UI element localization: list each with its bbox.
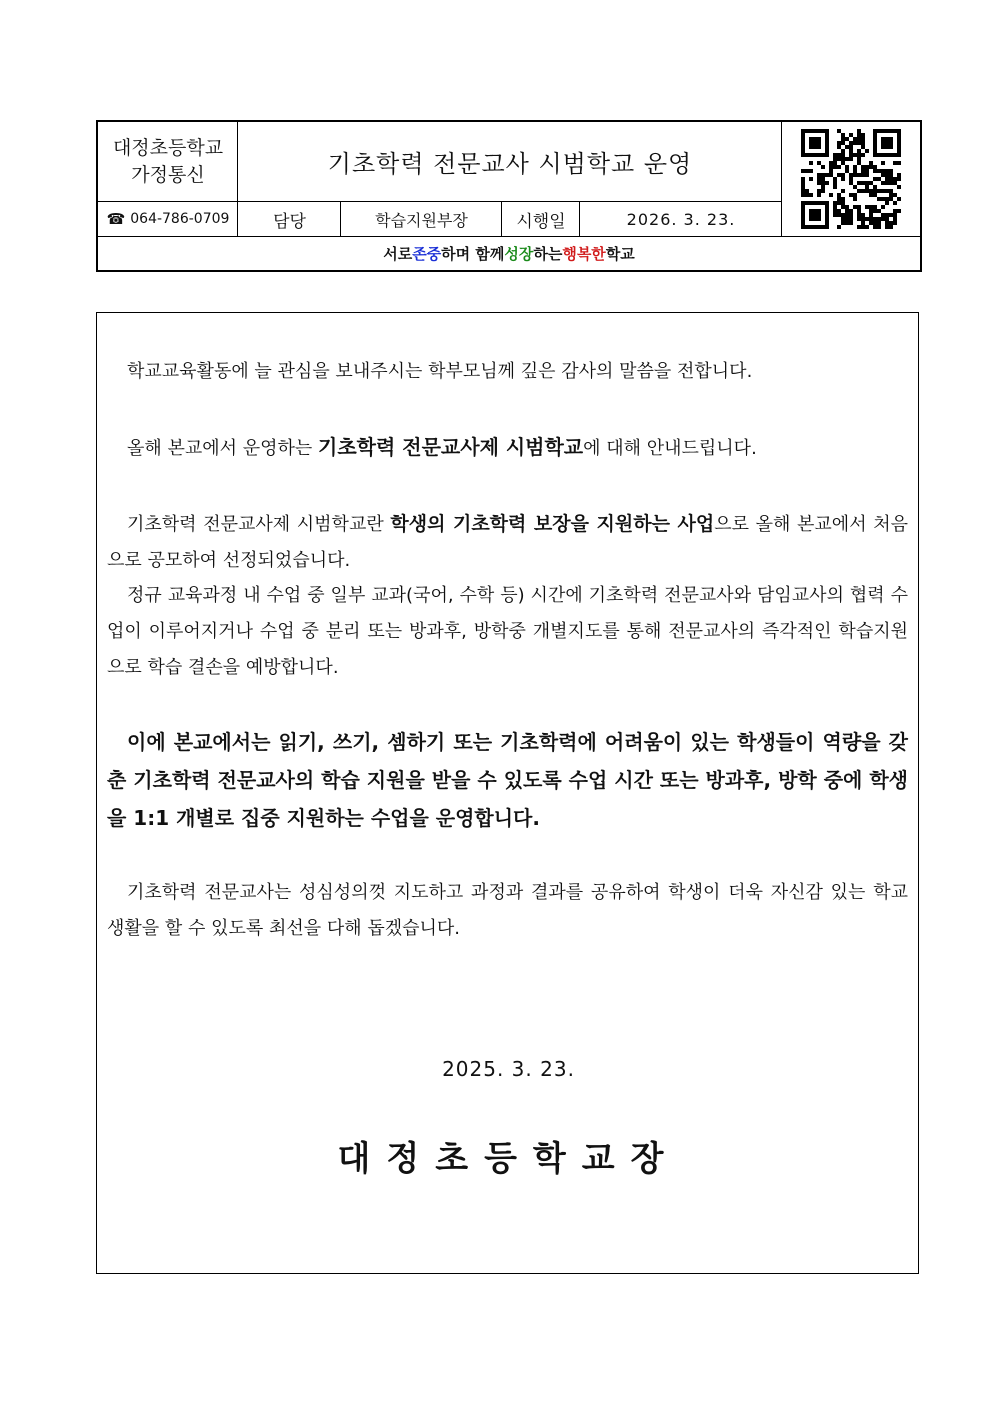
- paragraph-method: 정규 교육과정 내 수업 중 일부 교과(국어, 수학 등) 시간에 기초학력 전문교사와 담임교사의 협력 수업이 이루어지거나 수업 중 분리 또는 방과후, 방학중 개별지도를 통해 전문교사의 즉각적인 학습지원으로 학습 결손을 예방합니다.: [107, 585, 908, 678]
- paragraph-intro: 올해 본교에서 운영하는 기초학력 전문교사제 시범학교에 대해 안내드립니다.: [127, 435, 757, 459]
- motto-part: 학교: [605, 245, 635, 263]
- department: 학습지원부장: [375, 210, 468, 230]
- contact-label: 담당: [273, 211, 306, 232]
- page-title: 기초학력 전문교사 시범학교 운영: [327, 150, 693, 178]
- motto-part: 하는: [533, 245, 563, 263]
- school-motto: [98, 237, 920, 270]
- qr-code-icon[interactable]: [782, 122, 920, 236]
- divider: [781, 122, 782, 236]
- divider: [501, 201, 502, 236]
- divider: [237, 122, 238, 236]
- motto-highlight-growth: 성장: [504, 245, 534, 263]
- principal-signature: 대정초등학교장: [337, 1139, 680, 1179]
- motto-highlight-respect: 존중: [412, 245, 442, 263]
- school-name-line2: 가정통신: [131, 163, 205, 186]
- notice-header: [96, 120, 922, 272]
- phone-number: [98, 202, 238, 236]
- signature-date: 2025. 3. 23.: [442, 1057, 575, 1081]
- issue-date: 2026. 3. 23.: [626, 209, 736, 229]
- issue-date-label: 시행일: [516, 211, 566, 232]
- school-name: [98, 122, 238, 201]
- divider: [579, 201, 580, 236]
- telephone-icon: ☎: [106, 210, 126, 228]
- paragraph-closing: 기초학력 전문교사는 성심성의껏 지도하고 과정과 결과를 공유하여 학생이 더욱 자신감 있는 학교 생활을 할 수 있도록 최선을 다해 돕겠습니다.: [107, 882, 908, 939]
- paragraph-operation: 이에 본교에서는 읽기, 쓰기, 셈하기 또는 기초학력에 어려움이 있는 학생들이 역량을 갖춘 기초학력 전문교사의 학습 지원을 받을 수 있도록 수업 시간 또는 방과후, 방학 중에 학생을 1:1 개별로 집중 지원하는 수업을 운영합니다.: [107, 730, 908, 830]
- motto-part: 하며 함께: [441, 245, 505, 263]
- school-name-line1: 대정초등학교: [112, 136, 224, 159]
- program-name: 기초학력 전문교사제 시범학교: [318, 435, 584, 459]
- phone-text: 064-786-0709: [130, 211, 230, 227]
- program-purpose: 학생의 기초학력 보장을 지원하는 사업: [390, 513, 715, 535]
- paragraph-definition: 기초학력 전문교사제 시범학교란 학생의 기초학력 보장을 지원하는 사업으로 올해 본교에서 처음으로 공모하여 선정되었습니다.: [107, 513, 908, 571]
- divider: [98, 201, 782, 202]
- motto-part: 서로: [383, 245, 413, 263]
- divider: [98, 236, 920, 237]
- motto-highlight-happy: 행복한: [562, 245, 606, 263]
- notice-body: [96, 312, 919, 1274]
- divider: [340, 201, 341, 236]
- paragraph-greeting: 학교교육활동에 늘 관심을 보내주시는 학부모님께 깊은 감사의 말씀을 전합니다.: [127, 361, 753, 382]
